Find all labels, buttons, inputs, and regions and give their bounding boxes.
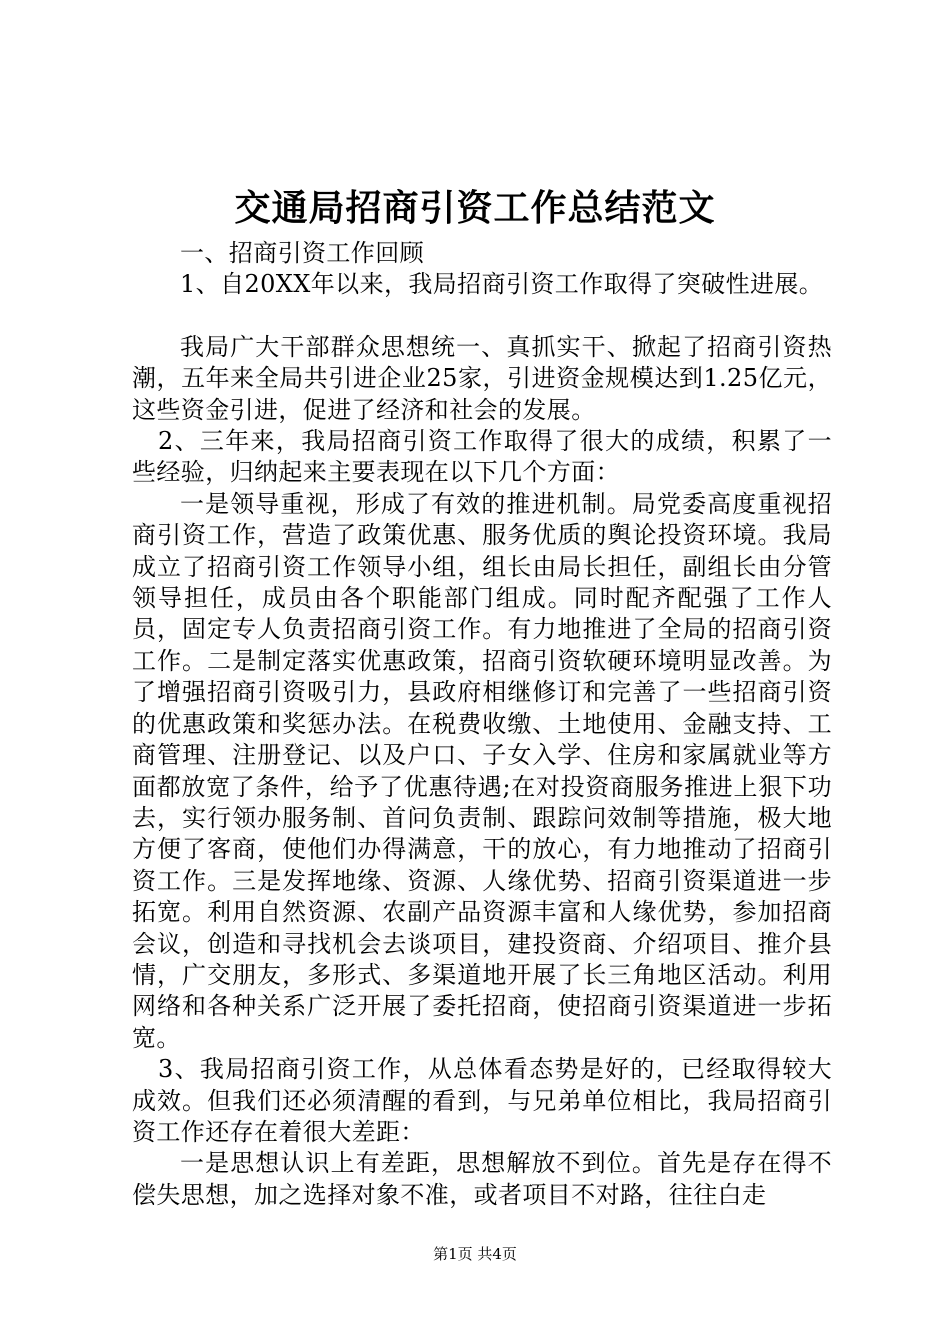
paragraph: 一是领导重视，形成了有效的推进机制。局党委高度重视招商引资工作，营造了政策优惠、服务优质的舆论投资环境。我局成立了招商引资工作领导小组，组长由局长担任，副组长由分管领导担任，成员由各个职能部门组成。同时配齐配强了工作人员，固定专人负责招商引资工作。有力地推进了全局的招商引资工作。二是制定落实优惠政策，招商引资软硬环境明显改善。为了增强招商引资吸引力，县政府相继修订和完善了一些招商引资的优惠政策和奖惩办法。在税费收缴、土地使用、金融支持、工商管理、注册登记、以及户口、子女入学、住房和家属就业等方面都放宽了条件，给予了优惠待遇;在对投资商服务推进上狠下功去，实行领办服务制、首问负责制、跟踪问效制等措施，极大地方便了客商，使他们办得满意，干的放心，有力地推动了招商引资工作。三是发挥地缘、资源、人缘优势、招商引资渠道进一步拓宽。利用自然资源、农副产品资源丰富和人缘优势，参加招商会议，创造和寻找机会去谈项目，建投资商、介绍项目、推介县情，广交朋友，多形式、多渠道地开展了长三角地区活动。利用网络和各种关系广泛开展了委托招商，使招商引资渠道进一步拓宽。 — [132, 489, 832, 1052]
paragraph: 1、自20XX年以来，我局招商引资工作取得了突破性进展。 — [180, 270, 824, 299]
paragraph: 一是思想认识上有差距，思想解放不到位。首先是存在得不偿失思想，加之选择对象不准，或者项目不对路，往往白走 — [132, 1149, 832, 1209]
page-title: 交通局招商引资工作总结范文 — [234, 188, 716, 229]
page-footer: 第1页 共4页 — [433, 1245, 517, 1263]
paragraph: 2、三年来，我局招商引资工作取得了很大的成绩，积累了一些经验，归纳起来主要表现在以下几个方面： — [132, 427, 832, 487]
paragraph: 3、我局招商引资工作，从总体看态势是好的，已经取得较大成效。但我们还必须清醒的看到，与兄弟单位相比，我局招商引资工作还存在着很大差距： — [132, 1055, 832, 1146]
section-heading: 一、招商引资工作回顾 — [180, 239, 424, 267]
paragraph: 我局广大干部群众思想统一、真抓实干、掀起了招商引资热潮，五年来全局共引进企业25家，引进资金规模达到1.25亿元，这些资金引进，促进了经济和社会的发展。 — [132, 332, 832, 424]
paragraph-gap — [132, 301, 832, 332]
document-body — [132, 238, 832, 1211]
